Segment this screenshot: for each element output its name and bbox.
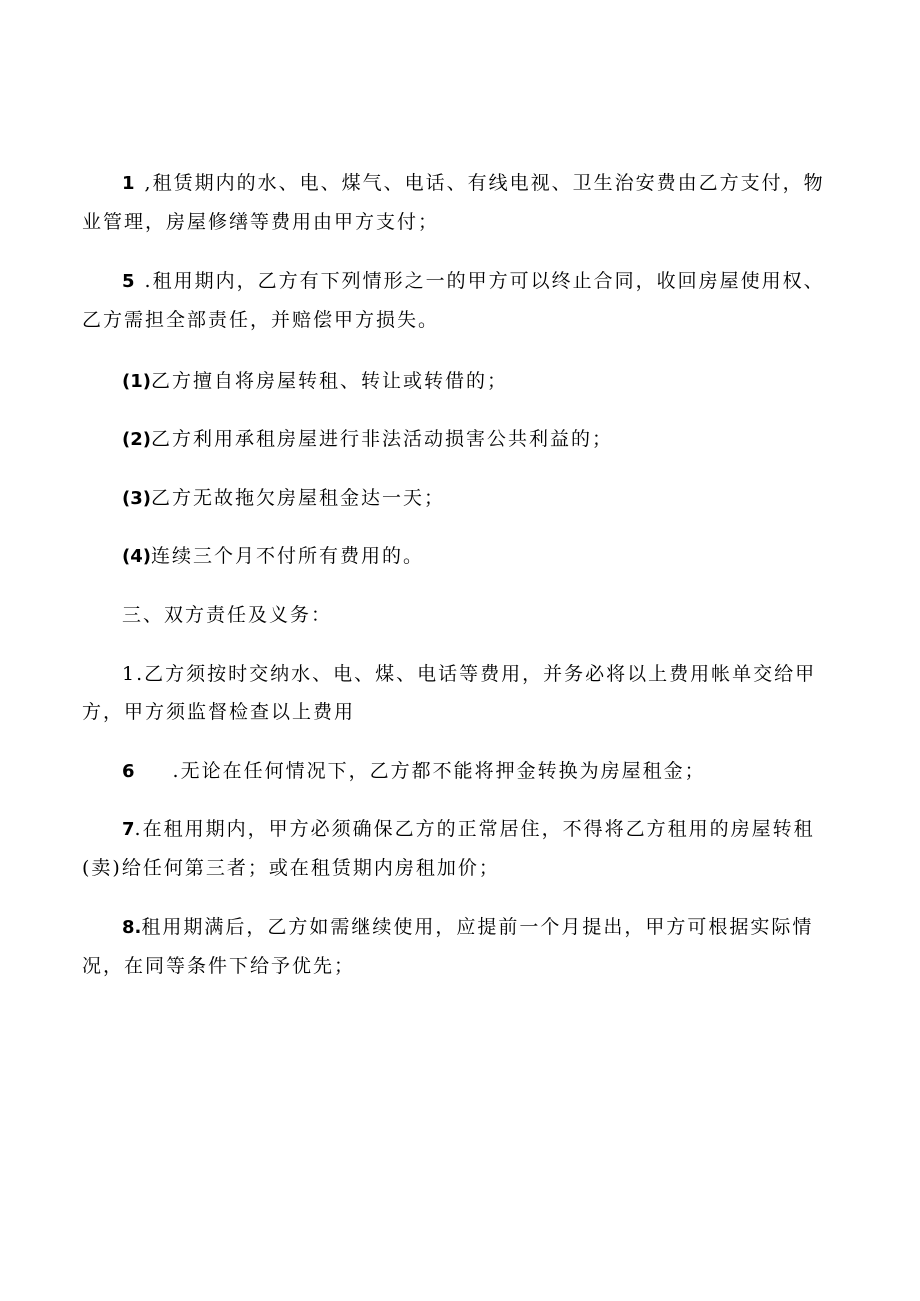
list-item-3	[82, 479, 834, 518]
paragraph-8	[82, 908, 834, 985]
paragraph-1	[82, 164, 834, 241]
paragraph-text: ,租赁期内的水、电、煤气、电话、有线电视、卫生治安费由乙方支付，物业管理，房屋修缮等费用由甲方支付；	[82, 172, 825, 233]
paragraph-number: 1.	[122, 663, 145, 685]
paragraph-duty-1	[82, 655, 834, 731]
section-heading	[82, 596, 834, 634]
list-item-text: 连续三个月不付所有费用的。	[150, 545, 424, 567]
list-item-number: (1)	[122, 371, 151, 392]
list-item-number: (2)	[122, 429, 151, 450]
paragraph-7	[82, 810, 834, 887]
list-item-number: (3)	[122, 488, 151, 509]
paragraph-number: 7	[122, 819, 135, 840]
list-item-text: 乙方利用承租房屋进行非法活动损害公共利益的；	[150, 428, 613, 450]
paragraph-text: .无论在任何情况下，乙方都不能将押金转换为房屋租金；	[172, 760, 706, 782]
paragraph-text: 乙方须按时交纳水、电、煤、电话等费用，并务必将以上费用帐单交给甲方，甲方须监督检查以上费用	[82, 663, 817, 723]
paragraph-text: .在租用期内，甲方必须确保乙方的正常居住，不得将乙方租用的房屋转租(卖)给任何第三者；或在租赁期内房租加价；	[82, 818, 815, 879]
list-item-text: 乙方无故拖欠房屋租金达一天；	[150, 487, 445, 509]
paragraph-text: 租用期满后，乙方如需继续使用，应提前一个月提出，甲方可根据实际情况，在同等条件下给予优先；	[82, 916, 814, 977]
list-item-text: 乙方擅自将房屋转租、转让或转借的；	[150, 370, 508, 392]
paragraph-number: 5	[122, 271, 135, 292]
list-item-number: (4)	[122, 546, 151, 567]
section-heading-text: 三、双方责任及义务：	[122, 604, 333, 626]
paragraph-number: 1	[122, 173, 135, 194]
paragraph-6	[82, 752, 834, 791]
paragraph-text: .租用期内，乙方有下列情形之一的甲方可以终止合同，收回房屋使用权、乙方需担全部责任，并赔偿甲方损失。	[82, 270, 825, 331]
list-item-2	[82, 420, 834, 459]
paragraph-5	[82, 262, 834, 339]
paragraph-number: 6	[122, 761, 135, 782]
list-item-1	[82, 362, 834, 401]
list-item-4	[82, 537, 834, 576]
paragraph-number: 8.	[122, 917, 142, 938]
